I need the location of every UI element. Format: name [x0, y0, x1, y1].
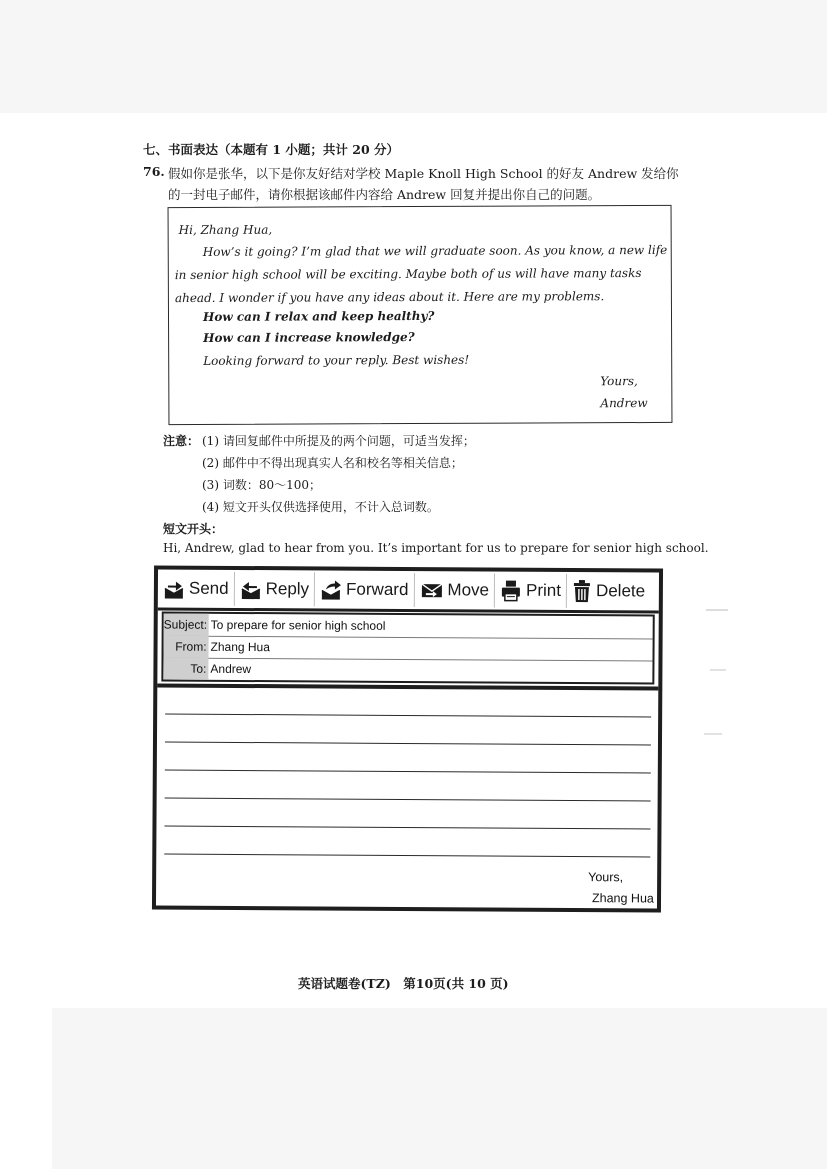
to-field[interactable]: Andrew — [210, 661, 252, 677]
mail-toolbar — [158, 569, 659, 613]
subject-field[interactable]: To prepare for senior high school — [210, 617, 386, 633]
letter-question-2: How can I increase knowledge? — [203, 330, 415, 345]
reply-sign-off: Yours, — [588, 870, 624, 885]
send-button[interactable] — [158, 571, 235, 605]
letter-body-line-1: How’s it going? I’m glad that we will graduate soon. As you know, a new life — [202, 242, 668, 259]
writing-line[interactable] — [165, 714, 651, 718]
delete-button[interactable] — [567, 574, 650, 609]
subject-label: Subject: — [164, 614, 209, 636]
forward-label: Forward — [346, 579, 409, 600]
print-button[interactable] — [495, 574, 567, 608]
notes-label: 注意： — [163, 434, 200, 448]
move-button[interactable] — [414, 573, 495, 607]
letter-closing: Looking forward to your reply. Best wishes! — [203, 352, 470, 368]
letter-greeting: Hi, Zhang Hua, — [178, 222, 273, 238]
email-client-form — [152, 565, 663, 912]
letter-body-line-3: ahead. I wonder if you have any ideas about it. Here are my problems. — [174, 289, 605, 306]
delete-label: Delete — [595, 581, 646, 601]
writing-line[interactable] — [164, 854, 650, 858]
move-label: Move — [447, 580, 490, 600]
from-field[interactable]: Zhang Hua — [210, 639, 270, 655]
scan-margin-top — [0, 0, 827, 113]
letter-signature: Andrew — [600, 396, 648, 411]
writing-line[interactable] — [164, 826, 650, 830]
writing-line[interactable] — [165, 742, 651, 746]
send-icon — [163, 577, 185, 601]
mail-headers — [161, 611, 654, 684]
question-prompt-line-2: 的一封电子邮件，请你根据该邮件内容给 Andrew 回复并提出你自己的问题。 — [168, 187, 601, 202]
note-1: (1) 请回复邮件中所提及的两个问题，可适当发挥； — [202, 434, 475, 448]
scan-specks — [700, 600, 740, 740]
note-4: (4) 短文开头仅供选择使用，不计入总词数。 — [202, 500, 439, 514]
to-label: To: — [163, 658, 208, 680]
letter-sign-off: Yours, — [600, 374, 638, 389]
from-label: From: — [163, 636, 208, 658]
opening-text: Hi, Andrew, glad to hear from you. It’s important for us to prepare for senior high school. — [163, 541, 709, 555]
scan-margin-bottom — [52, 1008, 827, 1169]
reply-label: Reply — [265, 579, 310, 599]
letter-body-line-2: in senior high school will be exciting. Maybe both of us will have many tasks — [174, 266, 642, 283]
trash-icon — [572, 579, 592, 603]
note-3: (3) 词数：80～100； — [202, 478, 321, 492]
letter-question-1: How can I relax and keep healthy? — [202, 308, 435, 324]
reply-signature: Zhang Hua — [591, 891, 654, 906]
section-title: 七、书面表达（本题有 1 小题；共计 20 分） — [143, 142, 400, 157]
forward-button[interactable] — [315, 572, 415, 607]
reply-icon — [240, 577, 262, 601]
print-label: Print — [525, 580, 562, 600]
opening-label: 短文开头： — [163, 522, 224, 536]
andrew-email — [168, 205, 673, 425]
question-prompt-line-1: 假如你是张华，以下是你友好结对学校 Maple Knoll High School 的好友 Andrew 发给你 — [168, 166, 679, 181]
reply-button[interactable] — [235, 572, 316, 606]
writing-line[interactable] — [165, 770, 651, 774]
move-icon — [419, 580, 443, 600]
print-icon — [500, 579, 522, 603]
page-footer: 英语试题卷(TZ) 第10页(共 10 页) — [298, 976, 509, 991]
question-number: 76. — [143, 164, 165, 179]
to-row — [163, 658, 652, 683]
writing-line[interactable] — [165, 798, 651, 802]
note-2: (2) 邮件中不得出现真实人名和校名等相关信息； — [202, 456, 463, 470]
mail-body[interactable] — [156, 683, 658, 912]
send-label: Send — [188, 578, 229, 598]
forward-icon — [320, 577, 342, 601]
